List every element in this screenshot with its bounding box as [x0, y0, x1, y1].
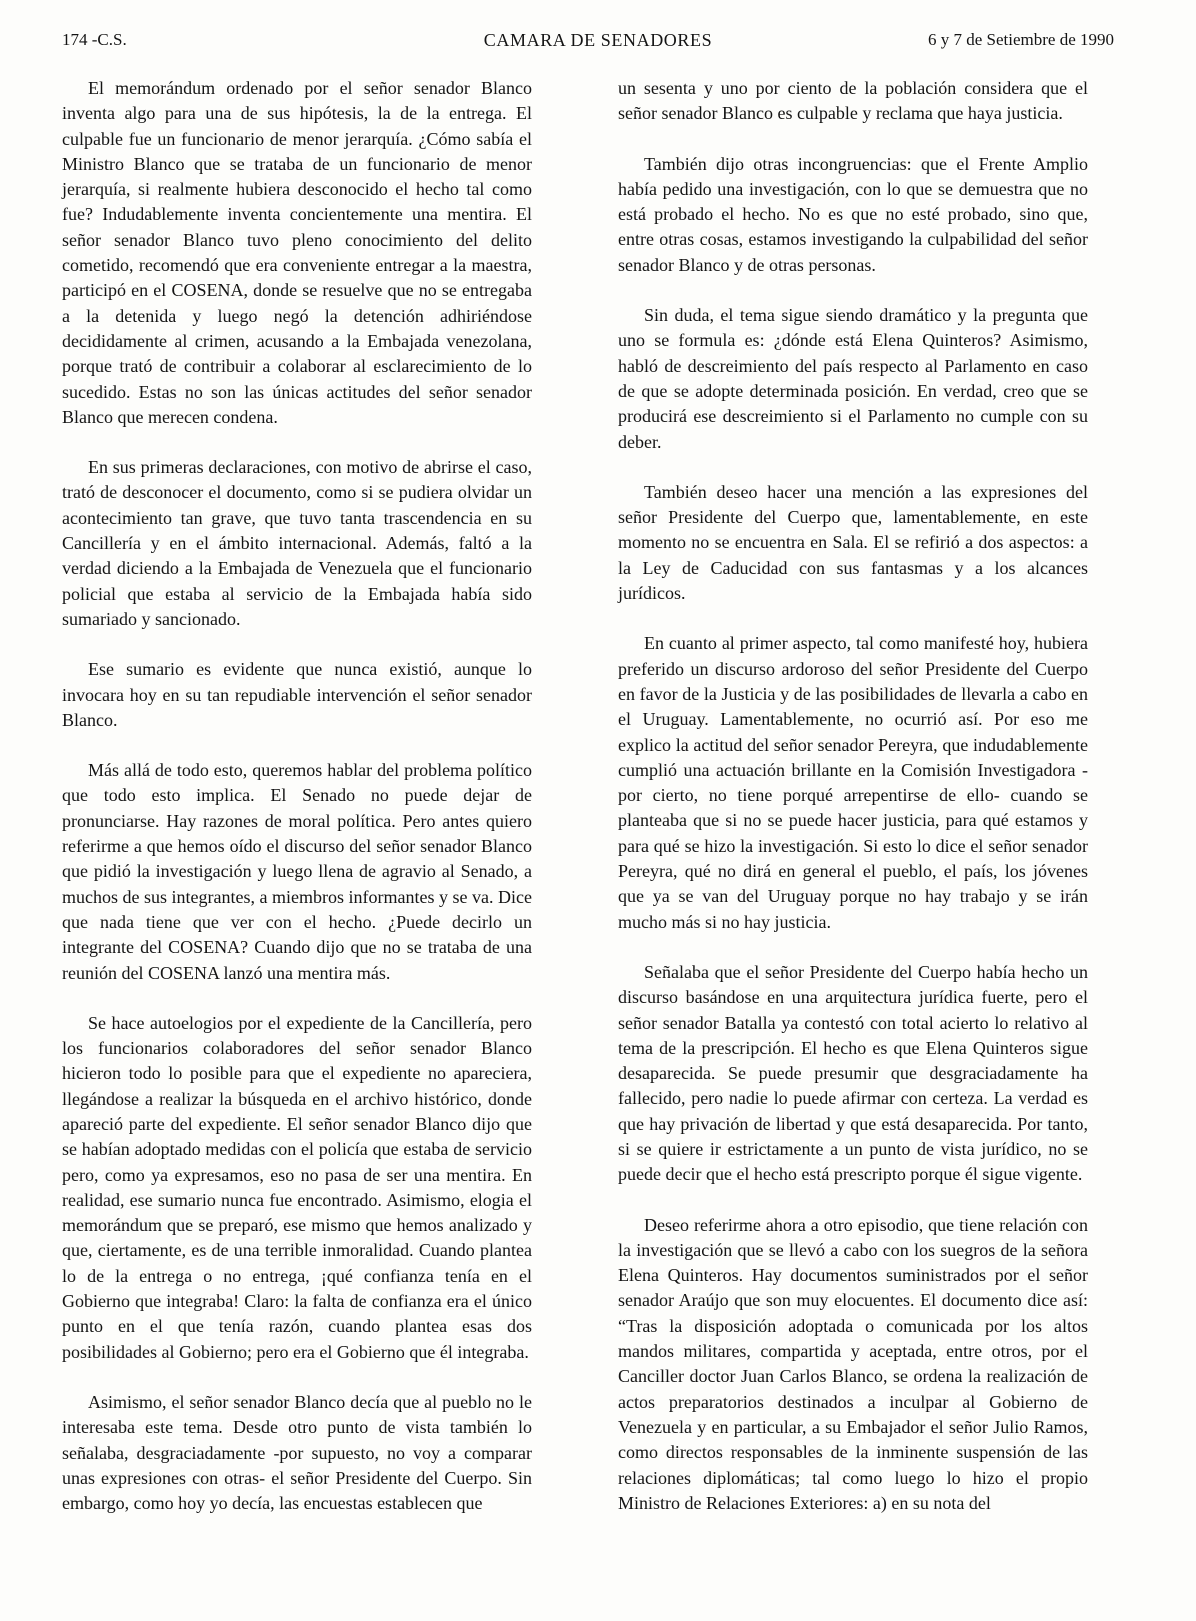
paragraph: Deseo referirme ahora a otro episodio, que tiene relación con la investigación que se llevó a cabo con los suegros de la señora Elena Quinteros. Hay documentos suministrados por el señor senador Araújo que son muy elocuentes. El documento dice así: “Tras la disposición adoptada o comunicada por los altos mandos militares, compartida y aceptada, entre otros, por el Canciller doctor Juan Carlos Blanco, se ordena la realización de actos preparatorios destinados a inculpar al Gobierno de Venezuela y en particular, a su Embajador el señor Julio Ramos, como directos responsables de la inminente suspensión de las relaciones diplomáticas; tal como luego lo hizo el propio Ministro de Relaciones Exteriores: a) en su nota del	[618, 1214, 1088, 1513]
paragraph: Sin duda, el tema sigue siendo dramático y la pregunta que uno se formula es: ¿dónde está Elena Quinteros? Asimismo, habló de descreimiento del país respecto al Parlamento en caso de que se adopte determinada posición. En verdad, creo que se producirá ese descreimiento si el Parlamento no cumple con su deber.	[618, 305, 1088, 452]
session-date: 6 y 7 de Setiembre de 1990	[927, 30, 1114, 49]
paragraph: En cuanto al primer aspecto, tal como manifesté hoy, hubiera preferido un discurso ardoroso del señor Presidente del Cuerpo en favor de la Justicia y de las posibilidades de llevarla a cabo en el Uruguay. Lamentablemente, no ocurrió así. Por eso me explico la actitud del señor senador Pereyra, que indudablemente cumplió una actuación brillante en la Comisión Investigadora -por cierto, no tiene porqué arrepentirse de ello- cuando se planteaba que si no se puede hacer justicia, para qué estamos y para qué se hizo la investigación. Si esto lo dice el señor senador Pereyra, qué no dirá en general el pueblo, el país, los jóvenes que ya se van del Uruguay porque no hay trabajo y se irán mucho más si no hay justicia.	[618, 633, 1088, 932]
right-column	[618, 76, 1088, 1516]
paragraph: Más allá de todo esto, queremos hablar del problema político que todo esto implica. El Senado no puede dejar de pronunciarse. Hay razones de moral política. Pero antes quiero referirme a que hemos oído el discurso del señor senador Blanco que pidió la investigación y luego llena de agravio al Senado, a muchos de sus integrantes, a miembros informantes y se va. Dice que nada tiene que ver con el hecho. ¿Puede decirlo un integrante del COSENA? Cuando dijo que no se trataba de una reunión del COSENA lanzó una mentira más.	[62, 760, 532, 983]
paragraph: También dijo otras incongruencias: que el Frente Amplio había pedido una investigación, con lo que se demuestra que no está probado el hecho. No es que no esté probado, sino que, entre otras cosas, estamos investigando la culpabilidad del señor senador Blanco y de otras personas.	[618, 153, 1088, 275]
page-reference: 174 -C.S.	[62, 30, 127, 49]
paragraph: Ese sumario es evidente que nunca existió, aunque lo invocara hoy en su tan repudiable intervención el señor senador Blanco.	[62, 659, 532, 730]
paragraph: El memorándum ordenado por el señor senador Blanco inventa algo para una de sus hipótesis, la de la entrega. El culpable fue un funcionario de menor jerarquía. ¿Cómo sabía el Ministro Blanco que se trataba de un funcionario de menor jerarquía, si realmente hubiera desconocido el hecho tal como fue? Indudablemente inventa concientemente una mentira. El señor senador Blanco tuvo pleno conocimiento del delito cometido, recomendó que era conveniente entregar a la maestra, participó en el COSENA, donde se resuelve que no se entregaba a la detenida y luego negó la detención adhiriéndose decididamente al crimen, acusando a la Embajada venezolana, porque trató de contribuir a colaborar al esclarecimiento de lo sucedido. Estas no son las únicas actitudes del señor senador Blanco que merecen condena.	[62, 78, 532, 427]
paragraph: Señalaba que el señor Presidente del Cuerpo había hecho un discurso basándose en una arquitectura jurídica fuerte, pero el señor senador Batalla ya contestó con total acierto lo relativo al tema de la prescripción. El hecho es que Elena Quinteros sigue desaparecida. Se puede presumir que desgraciadamente ha fallecido, pero nadie lo puede afirmar con certeza. La verdad es que hay privación de libertad y que está desaparecida. Por tanto, si se quiere ir estrictamente a un punto de vista jurídico, no se puede decir que el hecho está prescripto porque él sigue vigente.	[618, 961, 1088, 1185]
left-column	[62, 76, 532, 1516]
chamber-title: CAMARA DE SENADORES	[483, 30, 713, 50]
paragraph: También deseo hacer una mención a las expresiones del señor Presidente del Cuerpo que, lamentablemente, en este momento no se encuentra en Sala. El se refirió a dos aspectos: a la Ley de Caducidad con sus fantasmas y a los alcances jurídicos.	[618, 481, 1088, 604]
paragraph-continued: un sesenta y uno por ciento de la población considera que el señor senador Blanco es culpable y reclama que haya justicia.	[618, 78, 1088, 124]
paragraph: Se hace autoelogios por el expediente de la Cancillería, pero los funcionarios colaboradores del señor senador Blanco hicieron todo lo posible para que el expediente no apareciera, llegándose a realizar la búsqueda en el archivo histórico, donde apareció parte del expediente. El señor senador Blanco dijo que se habían adoptado medidas con el policía que estaba de servicio pero, como ya expresamos, eso no pasa de ser una mentira. En realidad, ese sumario nunca fue encontrado. Asimismo, elogia el memorándum que se preparó, ese mismo que hemos analizado y que, ciertamente, es de una terrible inmoralidad. Cuando plantea lo de la entrega o no entrega, ¡qué confianza tenía en el Gobierno que integraba! Claro: la falta de confianza era el único punto en el que tenía razón, cuando plantea esas dos posibilidades al Gobierno; pero era el Gobierno que él integraba.	[62, 1012, 532, 1362]
paragraph: En sus primeras declaraciones, con motivo de abrirse el caso, trató de desconocer el documento, como si se pudiera olvidar un acontecimiento tan grave, que tuvo tanta trascendencia en su Cancillería y en el ámbito internacional. Además, faltó a la verdad diciendo a la Embajada de Venezuela que el funcionario policial que estaba al servicio de la Embajada había sido sumariado y sancionado.	[62, 457, 532, 629]
paragraph: Asimismo, el señor senador Blanco decía que al pueblo no le interesaba este tema. Desde otro punto de vista también lo señalaba, desgraciadamente -por supuesto, no voy a comparar unas expresiones con otras- el señor Presidente del Cuerpo. Sin embargo, como hoy yo decía, las encuestas establecen que	[62, 1391, 532, 1514]
